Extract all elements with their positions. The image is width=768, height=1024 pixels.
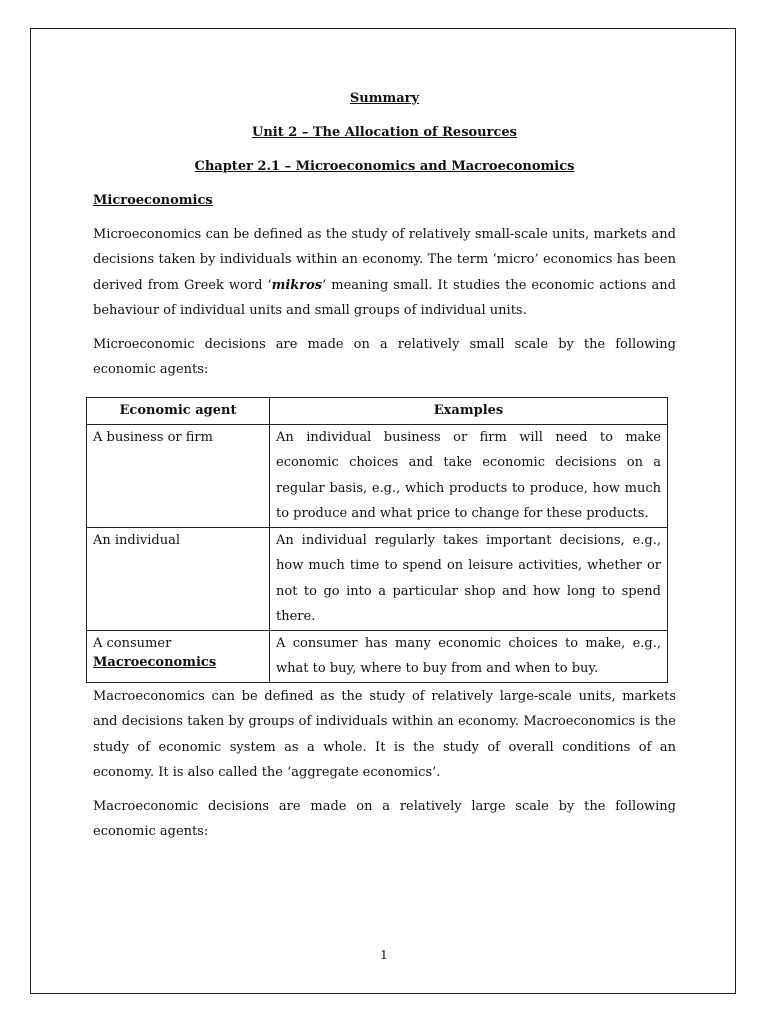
unit-heading: Unit 2 – The Allocation of Resources [251, 125, 517, 140]
macro-paragraph-2: Macroeconomic decisions are made on a relatively large scale by the following economic agents: [93, 798, 676, 839]
table-row [87, 424, 668, 527]
document-body [93, 86, 676, 391]
macro-section [93, 650, 676, 853]
table-header-agent: Economic agent [87, 398, 270, 425]
document-title: Summary [349, 91, 420, 106]
table-header-examples: Examples [270, 398, 668, 425]
table-cell-agent: A business or firm [87, 424, 270, 527]
table-cell-agent: An individual [87, 527, 270, 630]
table-cell-example: A consumer has many economic choices to make, e.g., what to buy, where to buy from and when to buy. [270, 630, 668, 682]
macro-heading: Macroeconomics [93, 655, 217, 670]
economic-agents-table [86, 397, 668, 683]
micro-heading: Microeconomics [93, 193, 213, 208]
table-cell-example: An individual business or firm will need to make economic choices and take economic decisions on a regular basis, e.g., which products to produce, how much to produce and what price to change for these products. [270, 424, 668, 527]
micro-p1-text-b: ’ meaning small. It studies the economic actions and behaviour of individual units and small groups of individual units. [93, 277, 676, 318]
chapter-heading: Chapter 2.1 – Microeconomics and Macroeconomics [194, 159, 575, 174]
table-cell-agent: A consumer [87, 630, 270, 682]
page-number: 1 [380, 948, 388, 962]
table-header-row [87, 398, 668, 425]
macro-paragraph-1: Macroeconomics can be defined as the study of relatively large-scale units, markets and decisions taken by groups of individuals within an economy. Macroeconomics is the study of economic system as a whole. It is the study of overall conditions of an economy. It is also called the ‘aggregate economics’. [93, 688, 676, 780]
micro-p1-text-a: Microeconomics can be defined as the study of relatively small-scale units, markets and decisions taken by individuals within an economy. The term ‘micro’ economics has been derived from Greek word ‘ [93, 226, 676, 293]
table-cell-example: An individual regularly takes important decisions, e.g., how much time to spend on leisure activities, whether or not to go into a particular shop and how long to spend there. [270, 527, 668, 630]
table-row [87, 527, 668, 630]
micro-paragraph-1 [93, 222, 676, 324]
micro-term-mikros: mikros [271, 277, 323, 293]
micro-paragraph-2: Microeconomic decisions are made on a relatively small scale by the following economic agents: [93, 336, 676, 377]
